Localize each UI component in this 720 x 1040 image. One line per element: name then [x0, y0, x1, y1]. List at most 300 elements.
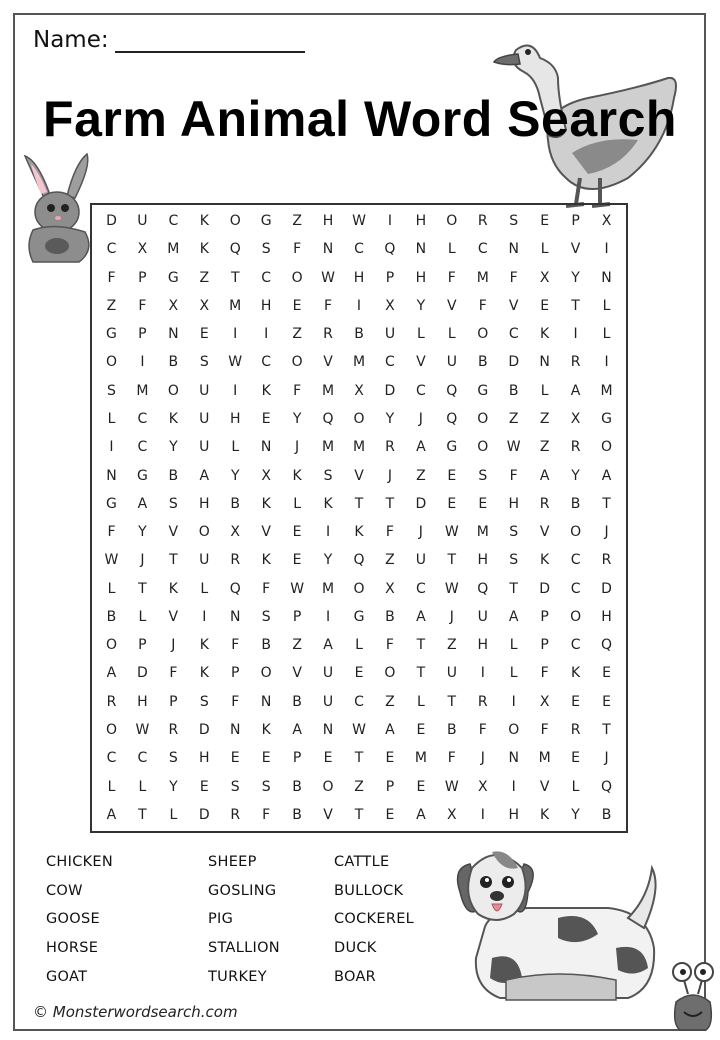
- grid-cell[interactable]: Z: [385, 693, 395, 710]
- grid-cell[interactable]: Y: [571, 269, 580, 286]
- grid-cell[interactable]: C: [570, 637, 581, 654]
- grid-cell[interactable]: R: [106, 693, 117, 710]
- grid-cell[interactable]: G: [601, 411, 612, 428]
- grid-cell[interactable]: Z: [354, 778, 364, 795]
- grid-cell[interactable]: U: [446, 665, 457, 682]
- grid-cell[interactable]: F: [478, 722, 487, 739]
- grid-cell[interactable]: O: [291, 269, 303, 286]
- grid-cell[interactable]: X: [168, 297, 179, 314]
- grid-cell[interactable]: B: [168, 354, 179, 371]
- grid-cell[interactable]: N: [260, 693, 272, 710]
- grid-cell[interactable]: H: [199, 750, 210, 767]
- grid-cell[interactable]: V: [539, 524, 550, 541]
- grid-cell[interactable]: S: [199, 354, 209, 371]
- grid-cell[interactable]: R: [601, 552, 612, 569]
- grid-cell[interactable]: Z: [508, 411, 519, 428]
- grid-cell[interactable]: K: [261, 722, 271, 739]
- grid-cell[interactable]: W: [444, 580, 459, 597]
- grid-cell[interactable]: S: [107, 382, 116, 399]
- grid-cell[interactable]: Z: [199, 269, 210, 286]
- grid-cell[interactable]: E: [261, 411, 271, 428]
- grid-cell[interactable]: H: [229, 411, 241, 428]
- grid-cell[interactable]: S: [168, 495, 178, 512]
- grid-cell[interactable]: H: [477, 552, 489, 569]
- grid-cell[interactable]: A: [416, 608, 426, 625]
- grid-cell[interactable]: X: [354, 382, 364, 399]
- grid-cell[interactable]: D: [508, 354, 520, 371]
- grid-cell[interactable]: Q: [446, 411, 458, 428]
- grid-cell[interactable]: K: [540, 806, 550, 823]
- grid-cell[interactable]: C: [570, 580, 581, 597]
- grid-cell[interactable]: L: [138, 778, 147, 795]
- grid-cell[interactable]: Y: [571, 467, 580, 484]
- grid-cell[interactable]: E: [354, 665, 364, 682]
- grid-cell[interactable]: L: [200, 580, 209, 597]
- grid-cell[interactable]: O: [260, 665, 272, 682]
- grid-cell[interactable]: Z: [539, 439, 550, 456]
- grid-cell[interactable]: S: [230, 778, 240, 795]
- grid-cell[interactable]: E: [385, 806, 395, 823]
- grid-cell[interactable]: L: [447, 326, 456, 343]
- grid-cell[interactable]: Z: [292, 637, 302, 654]
- grid-cell[interactable]: S: [261, 778, 271, 795]
- grid-cell[interactable]: I: [511, 693, 516, 710]
- grid-cell[interactable]: N: [508, 750, 519, 767]
- grid-cell[interactable]: W: [352, 213, 366, 230]
- grid-cell[interactable]: T: [447, 552, 457, 569]
- grid-cell[interactable]: P: [540, 608, 549, 625]
- grid-cell[interactable]: C: [137, 439, 148, 456]
- grid-cell[interactable]: Q: [446, 382, 458, 399]
- grid-cell[interactable]: R: [570, 722, 581, 739]
- grid-cell[interactable]: C: [168, 213, 179, 230]
- grid-cell[interactable]: C: [415, 382, 426, 399]
- grid-cell[interactable]: I: [511, 778, 516, 795]
- grid-cell[interactable]: Y: [292, 411, 302, 428]
- grid-cell[interactable]: L: [107, 778, 116, 795]
- grid-cell[interactable]: K: [354, 524, 364, 541]
- grid-cell[interactable]: O: [167, 382, 179, 399]
- grid-cell[interactable]: F: [447, 750, 456, 767]
- grid-cell[interactable]: Q: [322, 411, 334, 428]
- grid-cell[interactable]: P: [571, 213, 580, 230]
- grid-cell[interactable]: K: [261, 382, 271, 399]
- grid-cell[interactable]: X: [261, 467, 271, 484]
- grid-cell[interactable]: K: [261, 495, 271, 512]
- grid-cell[interactable]: M: [322, 382, 335, 399]
- grid-cell[interactable]: A: [106, 806, 117, 823]
- grid-cell[interactable]: K: [323, 495, 333, 512]
- grid-cell[interactable]: O: [291, 354, 303, 371]
- grid-cell[interactable]: C: [354, 241, 364, 258]
- grid-cell[interactable]: E: [602, 665, 611, 682]
- grid-cell[interactable]: K: [540, 552, 550, 569]
- grid-cell[interactable]: V: [323, 354, 333, 371]
- grid-cell[interactable]: O: [322, 778, 334, 795]
- grid-cell[interactable]: Y: [169, 778, 178, 795]
- grid-cell[interactable]: F: [262, 580, 271, 597]
- grid-cell[interactable]: I: [202, 608, 207, 625]
- grid-cell[interactable]: V: [168, 524, 179, 541]
- grid-cell[interactable]: U: [199, 411, 210, 428]
- grid-cell[interactable]: Z: [106, 297, 117, 314]
- grid-cell[interactable]: D: [137, 665, 148, 682]
- grid-cell[interactable]: F: [262, 806, 271, 823]
- grid-cell[interactable]: N: [229, 608, 241, 625]
- grid-cell[interactable]: C: [106, 750, 117, 767]
- grid-cell[interactable]: K: [168, 411, 178, 428]
- grid-cell[interactable]: W: [444, 778, 459, 795]
- grid-cell[interactable]: T: [571, 297, 580, 314]
- grid-cell[interactable]: F: [509, 269, 518, 286]
- grid-cell[interactable]: U: [477, 608, 488, 625]
- grid-cell[interactable]: C: [415, 580, 426, 597]
- grid-cell[interactable]: J: [171, 637, 176, 654]
- grid-cell[interactable]: H: [137, 693, 148, 710]
- grid-cell[interactable]: D: [384, 382, 396, 399]
- grid-cell[interactable]: Q: [384, 241, 396, 258]
- grid-cell[interactable]: T: [354, 806, 364, 823]
- grid-cell[interactable]: F: [447, 269, 456, 286]
- grid-cell[interactable]: W: [104, 552, 119, 569]
- grid-cell[interactable]: O: [353, 580, 365, 597]
- grid-cell[interactable]: T: [447, 693, 457, 710]
- grid-cell[interactable]: I: [387, 213, 392, 230]
- grid-cell[interactable]: F: [231, 693, 240, 710]
- grid-cell[interactable]: N: [260, 439, 272, 456]
- grid-cell[interactable]: J: [480, 750, 485, 767]
- grid-cell[interactable]: M: [322, 439, 335, 456]
- grid-cell[interactable]: N: [508, 241, 519, 258]
- grid-cell[interactable]: O: [477, 326, 489, 343]
- grid-cell[interactable]: P: [231, 665, 240, 682]
- grid-cell[interactable]: J: [604, 750, 609, 767]
- grid-cell[interactable]: E: [540, 297, 550, 314]
- grid-cell[interactable]: B: [292, 693, 302, 710]
- grid-cell[interactable]: E: [416, 722, 426, 739]
- grid-cell[interactable]: H: [199, 495, 210, 512]
- grid-cell[interactable]: I: [604, 241, 609, 258]
- grid-cell[interactable]: Y: [571, 806, 580, 823]
- grid-cell[interactable]: M: [476, 269, 489, 286]
- grid-cell[interactable]: I: [325, 608, 331, 625]
- grid-cell[interactable]: A: [508, 608, 519, 625]
- grid-cell[interactable]: K: [261, 552, 271, 569]
- grid-cell[interactable]: R: [230, 552, 241, 569]
- grid-cell[interactable]: C: [106, 241, 117, 258]
- grid-cell[interactable]: K: [199, 665, 209, 682]
- grid-cell[interactable]: F: [509, 467, 518, 484]
- grid-cell[interactable]: E: [292, 297, 302, 314]
- grid-cell[interactable]: L: [540, 382, 549, 399]
- grid-cell[interactable]: R: [230, 806, 241, 823]
- grid-cell[interactable]: R: [385, 439, 395, 456]
- grid-cell[interactable]: G: [136, 467, 148, 484]
- grid-cell[interactable]: J: [387, 467, 392, 484]
- grid-cell[interactable]: H: [601, 608, 612, 625]
- grid-cell[interactable]: S: [509, 524, 519, 541]
- grid-cell[interactable]: B: [508, 382, 519, 399]
- grid-cell[interactable]: M: [136, 382, 149, 399]
- name-blank-line[interactable]: [115, 29, 305, 53]
- grid-cell[interactable]: J: [295, 439, 300, 456]
- grid-cell[interactable]: H: [353, 269, 365, 286]
- grid-cell[interactable]: L: [107, 411, 116, 428]
- grid-cell[interactable]: P: [292, 750, 302, 767]
- grid-cell[interactable]: A: [539, 467, 550, 484]
- grid-cell[interactable]: X: [601, 213, 612, 230]
- grid-cell[interactable]: F: [169, 665, 178, 682]
- grid-cell[interactable]: J: [418, 524, 423, 541]
- grid-cell[interactable]: F: [293, 241, 302, 258]
- grid-cell[interactable]: O: [601, 439, 613, 456]
- grid-cell[interactable]: O: [446, 213, 458, 230]
- grid-cell[interactable]: D: [198, 722, 210, 739]
- grid-cell[interactable]: U: [199, 382, 210, 399]
- grid-cell[interactable]: C: [137, 411, 148, 428]
- grid-cell[interactable]: R: [168, 722, 179, 739]
- grid-cell[interactable]: B: [447, 722, 457, 739]
- grid-cell[interactable]: F: [293, 382, 302, 399]
- grid-cell[interactable]: B: [292, 778, 302, 795]
- grid-cell[interactable]: X: [539, 693, 550, 710]
- grid-cell[interactable]: M: [167, 241, 180, 258]
- grid-cell[interactable]: M: [476, 524, 489, 541]
- grid-cell[interactable]: B: [168, 467, 179, 484]
- grid-cell[interactable]: Q: [353, 552, 365, 569]
- grid-cell[interactable]: P: [540, 637, 549, 654]
- grid-cell[interactable]: Z: [416, 467, 426, 484]
- grid-cell[interactable]: L: [447, 241, 456, 258]
- grid-cell[interactable]: A: [416, 806, 426, 823]
- grid-cell[interactable]: C: [354, 693, 364, 710]
- grid-cell[interactable]: L: [355, 637, 363, 654]
- grid-cell[interactable]: D: [415, 495, 427, 512]
- grid-cell[interactable]: C: [261, 269, 272, 286]
- grid-cell[interactable]: O: [198, 524, 210, 541]
- grid-cell[interactable]: J: [604, 524, 609, 541]
- grid-cell[interactable]: E: [292, 524, 302, 541]
- grid-cell[interactable]: M: [322, 580, 335, 597]
- grid-cell[interactable]: P: [385, 778, 395, 795]
- grid-cell[interactable]: T: [169, 552, 178, 569]
- grid-cell[interactable]: B: [292, 806, 302, 823]
- grid-cell[interactable]: X: [385, 297, 395, 314]
- grid-cell[interactable]: H: [508, 806, 519, 823]
- grid-cell[interactable]: O: [570, 608, 582, 625]
- grid-cell[interactable]: T: [354, 495, 364, 512]
- grid-cell[interactable]: J: [418, 411, 423, 428]
- grid-cell[interactable]: L: [231, 439, 240, 456]
- grid-cell[interactable]: Y: [169, 439, 178, 456]
- grid-cell[interactable]: Z: [539, 411, 550, 428]
- grid-cell[interactable]: U: [137, 213, 148, 230]
- grid-cell[interactable]: R: [570, 354, 581, 371]
- grid-cell[interactable]: E: [571, 750, 580, 767]
- grid-cell[interactable]: T: [230, 269, 240, 286]
- grid-cell[interactable]: T: [385, 495, 395, 512]
- grid-cell[interactable]: S: [509, 213, 519, 230]
- grid-cell[interactable]: L: [602, 297, 611, 314]
- grid-cell[interactable]: V: [354, 467, 364, 484]
- grid-cell[interactable]: U: [322, 665, 334, 682]
- grid-cell[interactable]: E: [261, 750, 271, 767]
- grid-cell[interactable]: N: [601, 269, 612, 286]
- grid-cell[interactable]: F: [385, 524, 394, 541]
- grid-cell[interactable]: G: [260, 213, 272, 230]
- grid-cell[interactable]: K: [168, 580, 178, 597]
- grid-cell[interactable]: N: [322, 722, 334, 739]
- grid-cell[interactable]: M: [600, 382, 613, 399]
- grid-cell[interactable]: Y: [230, 467, 240, 484]
- grid-cell[interactable]: O: [477, 411, 489, 428]
- grid-cell[interactable]: W: [506, 439, 521, 456]
- grid-cell[interactable]: B: [385, 608, 395, 625]
- grid-cell[interactable]: O: [105, 722, 117, 739]
- grid-cell[interactable]: N: [168, 326, 179, 343]
- grid-cell[interactable]: I: [480, 665, 485, 682]
- grid-cell[interactable]: W: [352, 722, 366, 739]
- grid-cell[interactable]: U: [199, 439, 210, 456]
- grid-cell[interactable]: F: [478, 297, 487, 314]
- grid-cell[interactable]: X: [230, 524, 241, 541]
- grid-cell[interactable]: H: [508, 495, 519, 512]
- grid-cell[interactable]: D: [539, 580, 551, 597]
- grid-cell[interactable]: G: [353, 608, 365, 625]
- grid-cell[interactable]: X: [385, 580, 395, 597]
- grid-cell[interactable]: W: [290, 580, 305, 597]
- grid-cell[interactable]: Z: [385, 552, 395, 569]
- grid-cell[interactable]: B: [477, 354, 488, 371]
- grid-cell[interactable]: B: [570, 495, 581, 512]
- grid-cell[interactable]: L: [416, 693, 425, 710]
- grid-cell[interactable]: P: [138, 269, 147, 286]
- grid-cell[interactable]: S: [199, 693, 209, 710]
- grid-cell[interactable]: E: [199, 326, 209, 343]
- grid-cell[interactable]: I: [325, 524, 331, 541]
- grid-cell[interactable]: I: [109, 439, 114, 456]
- grid-cell[interactable]: J: [140, 552, 145, 569]
- grid-cell[interactable]: E: [199, 778, 209, 795]
- grid-cell[interactable]: M: [414, 750, 427, 767]
- grid-cell[interactable]: C: [137, 750, 148, 767]
- grid-cell[interactable]: H: [322, 213, 334, 230]
- grid-cell[interactable]: I: [140, 354, 145, 371]
- grid-cell[interactable]: U: [384, 326, 396, 343]
- grid-cell[interactable]: X: [447, 806, 457, 823]
- grid-cell[interactable]: G: [477, 382, 489, 399]
- grid-cell[interactable]: X: [570, 411, 581, 428]
- grid-cell[interactable]: X: [539, 269, 550, 286]
- grid-cell[interactable]: L: [509, 637, 518, 654]
- grid-cell[interactable]: A: [137, 495, 148, 512]
- grid-cell[interactable]: F: [138, 297, 147, 314]
- grid-cell[interactable]: W: [444, 524, 459, 541]
- grid-cell[interactable]: P: [138, 326, 147, 343]
- grid-cell[interactable]: T: [138, 580, 147, 597]
- grid-cell[interactable]: Y: [138, 524, 147, 541]
- grid-cell[interactable]: H: [415, 213, 427, 230]
- grid-cell[interactable]: A: [570, 382, 581, 399]
- grid-cell[interactable]: E: [292, 552, 302, 569]
- grid-cell[interactable]: V: [292, 665, 302, 682]
- grid-cell[interactable]: S: [168, 750, 178, 767]
- grid-cell[interactable]: N: [106, 467, 117, 484]
- grid-cell[interactable]: L: [138, 608, 147, 625]
- grid-cell[interactable]: G: [106, 326, 117, 343]
- grid-cell[interactable]: R: [539, 495, 550, 512]
- grid-cell[interactable]: M: [352, 439, 366, 456]
- grid-cell[interactable]: D: [198, 806, 210, 823]
- grid-cell[interactable]: R: [323, 326, 333, 343]
- grid-cell[interactable]: L: [169, 806, 178, 823]
- grid-cell[interactable]: T: [138, 806, 147, 823]
- grid-cell[interactable]: C: [385, 354, 395, 371]
- grid-cell[interactable]: E: [478, 495, 488, 512]
- grid-cell[interactable]: K: [199, 637, 209, 654]
- grid-cell[interactable]: O: [477, 439, 489, 456]
- grid-cell[interactable]: R: [477, 213, 488, 230]
- grid-cell[interactable]: P: [292, 608, 302, 625]
- grid-cell[interactable]: X: [137, 241, 148, 258]
- grid-cell[interactable]: V: [323, 806, 333, 823]
- grid-cell[interactable]: E: [447, 467, 457, 484]
- grid-cell[interactable]: C: [508, 326, 519, 343]
- grid-cell[interactable]: F: [231, 637, 240, 654]
- grid-cell[interactable]: F: [540, 665, 549, 682]
- grid-cell[interactable]: F: [540, 722, 549, 739]
- grid-cell[interactable]: N: [229, 722, 241, 739]
- grid-cell[interactable]: E: [385, 750, 395, 767]
- grid-cell[interactable]: F: [385, 637, 394, 654]
- grid-cell[interactable]: L: [602, 326, 611, 343]
- grid-cell[interactable]: C: [261, 354, 272, 371]
- grid-cell[interactable]: N: [322, 241, 334, 258]
- grid-cell[interactable]: O: [229, 213, 241, 230]
- grid-cell[interactable]: O: [105, 354, 117, 371]
- grid-cell[interactable]: M: [538, 750, 551, 767]
- grid-cell[interactable]: D: [601, 580, 612, 597]
- grid-cell[interactable]: L: [107, 580, 116, 597]
- grid-cell[interactable]: I: [264, 326, 269, 343]
- grid-cell[interactable]: C: [477, 241, 488, 258]
- grid-cell[interactable]: T: [602, 722, 611, 739]
- grid-cell[interactable]: T: [416, 637, 426, 654]
- grid-cell[interactable]: F: [324, 297, 333, 314]
- grid-cell[interactable]: A: [323, 637, 333, 654]
- grid-cell[interactable]: A: [106, 665, 117, 682]
- grid-cell[interactable]: E: [571, 693, 580, 710]
- grid-cell[interactable]: G: [106, 495, 117, 512]
- grid-cell[interactable]: V: [508, 297, 519, 314]
- grid-cell[interactable]: P: [169, 693, 178, 710]
- grid-cell[interactable]: K: [292, 467, 302, 484]
- grid-cell[interactable]: W: [321, 269, 335, 286]
- grid-cell[interactable]: O: [508, 722, 520, 739]
- grid-cell[interactable]: E: [323, 750, 333, 767]
- grid-cell[interactable]: R: [477, 693, 488, 710]
- grid-cell[interactable]: E: [416, 778, 426, 795]
- grid-cell[interactable]: L: [293, 495, 302, 512]
- grid-cell[interactable]: I: [573, 326, 578, 343]
- grid-cell[interactable]: X: [199, 297, 210, 314]
- grid-cell[interactable]: R: [570, 439, 581, 456]
- grid-cell[interactable]: S: [509, 552, 519, 569]
- grid-cell[interactable]: K: [199, 213, 209, 230]
- grid-cell[interactable]: I: [233, 382, 238, 399]
- grid-cell[interactable]: Y: [416, 297, 426, 314]
- grid-cell[interactable]: K: [570, 665, 581, 682]
